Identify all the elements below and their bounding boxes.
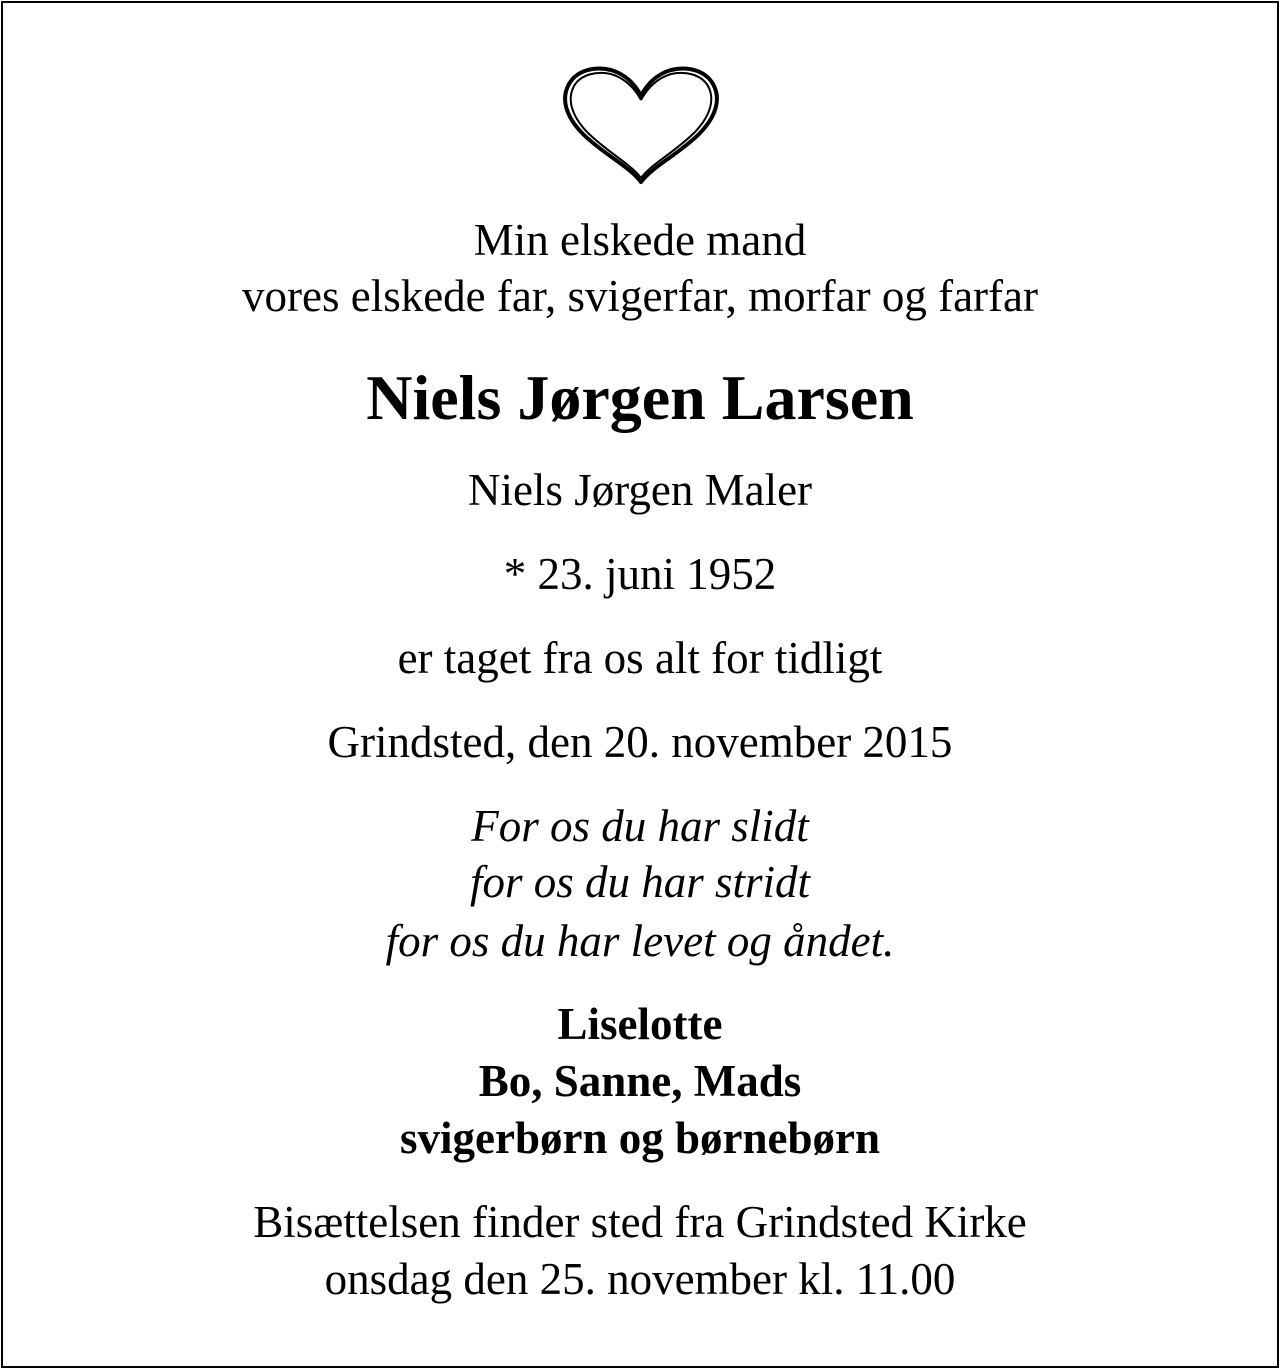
- family-line-3: svigerbørn og børnebørn: [399, 1113, 880, 1163]
- funeral-info-line-2: onsdag den 25. november kl. 11.00: [324, 1254, 956, 1304]
- intro-line-2: vores elskede far, svigerfar, morfar og farfar: [242, 271, 1038, 321]
- family-line-1: Liselotte: [557, 999, 723, 1049]
- deceased-alias: Niels Jørgen Maler: [467, 465, 813, 515]
- passing-message: er taget fra os alt for tidligt: [397, 633, 883, 683]
- verse-line-3: for os du har levet og åndet.: [385, 916, 895, 966]
- verse-line-1: For os du har slidt: [471, 801, 809, 851]
- intro-line-1: Min elskede mand: [473, 215, 807, 265]
- verse-line-2: for os du har stridt: [469, 857, 811, 907]
- deceased-name: Niels Jørgen Larsen: [366, 362, 914, 433]
- funeral-info-line-1: Bisættelsen finder sted fra Grindsted Kirke: [253, 1197, 1027, 1247]
- family-line-2: Bo, Sanne, Mads: [478, 1056, 802, 1106]
- place-and-date: Grindsted, den 20. november 2015: [327, 717, 953, 767]
- birth-date: * 23. juni 1952: [503, 549, 777, 599]
- heart-icon: [559, 62, 723, 186]
